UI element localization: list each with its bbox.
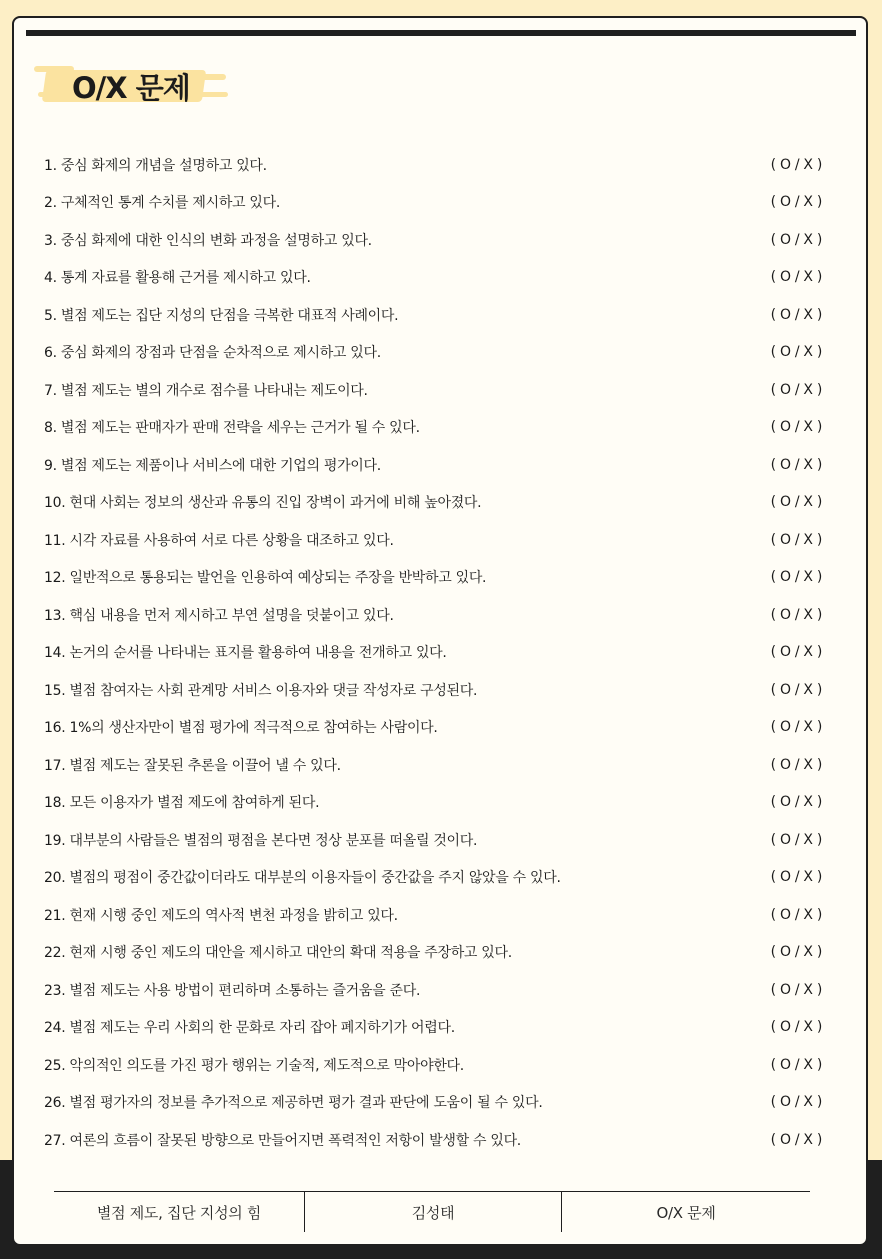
question-text: 1. 중심 화제의 개념을 설명하고 있다. — [44, 157, 267, 174]
question-text: 16. 1%의 생산자만이 별점 평가에 적극적으로 참여하는 사람이다. — [44, 720, 438, 737]
ox-answer-mark[interactable]: ( O / X ) — [770, 719, 822, 736]
page-title: O/X 문제 — [72, 71, 190, 105]
footer-section-title: 별점 제도, 집단 지성의 힘 — [96, 1203, 262, 1222]
ox-answer-mark[interactable]: ( O / X ) — [770, 1056, 822, 1073]
question-text: 22. 현재 시행 중인 제도의 대안을 제시하고 대안의 확대 적용을 주장하고 있다. — [44, 945, 512, 962]
question-text: 9. 별점 제도는 제품이나 서비스에 대한 기업의 평가이다. — [44, 457, 381, 474]
highlight-brush-stroke — [184, 74, 226, 80]
question-item — [44, 371, 824, 409]
question-text: 27. 여론의 흐름이 잘못된 방향으로 만들어지면 폭력적인 저항이 발생할 수 있다. — [44, 1132, 521, 1149]
question-item — [44, 821, 824, 859]
question-text: 6. 중심 화제의 장점과 단점을 순차적으로 제시하고 있다. — [44, 345, 381, 362]
ox-answer-mark[interactable]: ( O / X ) — [770, 194, 822, 211]
question-text: 23. 별점 제도는 사용 방법이 편리하며 소통하는 즐거움을 준다. — [44, 982, 421, 999]
question-text: 7. 별점 제도는 별의 개수로 점수를 나타내는 제도이다. — [44, 382, 368, 399]
ox-answer-mark[interactable]: ( O / X ) — [770, 1019, 822, 1036]
question-item — [44, 896, 824, 934]
question-item — [44, 221, 824, 259]
question-item — [44, 971, 824, 1009]
question-text: 4. 통계 자료를 활용해 근거를 제시하고 있다. — [44, 270, 311, 287]
question-item — [44, 296, 824, 334]
ox-answer-mark[interactable]: ( O / X ) — [770, 981, 822, 998]
ox-answer-mark[interactable]: ( O / X ) — [770, 569, 822, 586]
question-item — [44, 184, 824, 222]
question-item — [44, 259, 824, 297]
question-text: 2. 구체적인 통계 수치를 제시하고 있다. — [44, 195, 281, 212]
ox-answer-mark[interactable]: ( O / X ) — [770, 831, 822, 848]
question-item — [44, 746, 824, 784]
question-item — [44, 1121, 824, 1159]
question-text: 19. 대부분의 사람들은 별점의 평점을 본다면 정상 분포를 떠올릴 것이다. — [44, 832, 478, 849]
question-text: 26. 별점 평가자의 정보를 추가적으로 제공하면 평가 결과 판단에 도움이 될 수 있다. — [44, 1095, 543, 1112]
question-text: 14. 논거의 순서를 나타내는 표지를 활용하여 내용을 전개하고 있다. — [44, 645, 447, 662]
ox-answer-mark[interactable]: ( O / X ) — [770, 1131, 822, 1148]
ox-answer-mark[interactable]: ( O / X ) — [770, 156, 822, 173]
question-item — [44, 559, 824, 597]
ox-answer-mark[interactable]: ( O / X ) — [770, 756, 822, 773]
top-rule — [26, 30, 856, 36]
footer — [54, 1191, 810, 1232]
question-item — [44, 521, 824, 559]
title-block — [34, 60, 234, 116]
question-item — [44, 1084, 824, 1122]
worksheet-page — [12, 16, 868, 1246]
highlight-brush-stroke — [194, 92, 228, 97]
question-item — [44, 146, 824, 184]
question-item — [44, 446, 824, 484]
question-text: 5. 별점 제도는 집단 지성의 단점을 극복한 대표적 사례이다. — [44, 307, 399, 324]
question-text: 10. 현대 사회는 정보의 생산과 유통의 진입 장벽이 과거에 비해 높아졌다. — [44, 495, 482, 512]
question-item — [44, 1009, 824, 1047]
question-text: 21. 현재 시행 중인 제도의 역사적 변천 과정을 밝히고 있다. — [44, 907, 398, 924]
question-item — [44, 784, 824, 822]
question-item — [44, 1046, 824, 1084]
footer-author: 김성태 — [304, 1192, 561, 1232]
question-text: 3. 중심 화제에 대한 인식의 변화 과정을 설명하고 있다. — [44, 232, 372, 249]
ox-answer-mark[interactable]: ( O / X ) — [770, 644, 822, 661]
footer-page-title: O/X 문제 — [561, 1192, 810, 1232]
question-text: 25. 악의적인 의도를 가진 평가 행위는 기술적, 제도적으로 막아야한다. — [44, 1057, 464, 1074]
ox-answer-mark[interactable]: ( O / X ) — [770, 1094, 822, 1111]
question-text: 8. 별점 제도는 판매자가 판매 전략을 세우는 근거가 될 수 있다. — [44, 420, 420, 437]
ox-answer-mark[interactable]: ( O / X ) — [770, 269, 822, 286]
question-item — [44, 334, 824, 372]
question-text: 20. 별점의 평점이 중간값이더라도 대부분의 이용자들이 중간값을 주지 않았을 수 있다. — [44, 870, 561, 887]
ox-answer-mark[interactable]: ( O / X ) — [770, 681, 822, 698]
ox-answer-mark[interactable]: ( O / X ) — [770, 494, 822, 511]
question-text: 11. 시각 자료를 사용하여 서로 다른 상황을 대조하고 있다. — [44, 532, 394, 549]
ox-answer-mark[interactable]: ( O / X ) — [770, 231, 822, 248]
ox-answer-mark[interactable]: ( O / X ) — [770, 344, 822, 361]
question-text: 18. 모든 이용자가 별점 제도에 참여하게 된다. — [44, 795, 320, 812]
question-item — [44, 484, 824, 522]
question-list — [44, 146, 824, 1159]
highlight-brush-stroke — [38, 92, 68, 97]
ox-answer-mark[interactable]: ( O / X ) — [770, 456, 822, 473]
question-text: 12. 일반적으로 통용되는 발언을 인용하여 예상되는 주장을 반박하고 있다. — [44, 570, 487, 587]
ox-answer-mark[interactable]: ( O / X ) — [770, 606, 822, 623]
ox-answer-mark[interactable]: ( O / X ) — [770, 419, 822, 436]
question-item — [44, 409, 824, 447]
question-text: 13. 핵심 내용을 먼저 제시하고 부연 설명을 덧붙이고 있다. — [44, 607, 394, 624]
question-item — [44, 634, 824, 672]
highlight-brush-stroke — [34, 66, 74, 72]
question-item — [44, 671, 824, 709]
ox-answer-mark[interactable]: ( O / X ) — [770, 869, 822, 886]
question-text: 17. 별점 제도는 잘못된 추론을 이끌어 낼 수 있다. — [44, 757, 341, 774]
question-item — [44, 934, 824, 972]
ox-answer-mark[interactable]: ( O / X ) — [770, 306, 822, 323]
ox-answer-mark[interactable]: ( O / X ) — [770, 381, 822, 398]
question-text: 15. 별점 참여자는 사회 관계망 서비스 이용자와 댓글 작성자로 구성된다. — [44, 682, 478, 699]
ox-answer-mark[interactable]: ( O / X ) — [770, 531, 822, 548]
question-text: 24. 별점 제도는 우리 사회의 한 문화로 자리 잡아 폐지하기가 어렵다. — [44, 1020, 455, 1037]
question-item — [44, 596, 824, 634]
ox-answer-mark[interactable]: ( O / X ) — [770, 944, 822, 961]
question-item — [44, 709, 824, 747]
question-item — [44, 859, 824, 897]
ox-answer-mark[interactable]: ( O / X ) — [770, 906, 822, 923]
ox-answer-mark[interactable]: ( O / X ) — [770, 794, 822, 811]
